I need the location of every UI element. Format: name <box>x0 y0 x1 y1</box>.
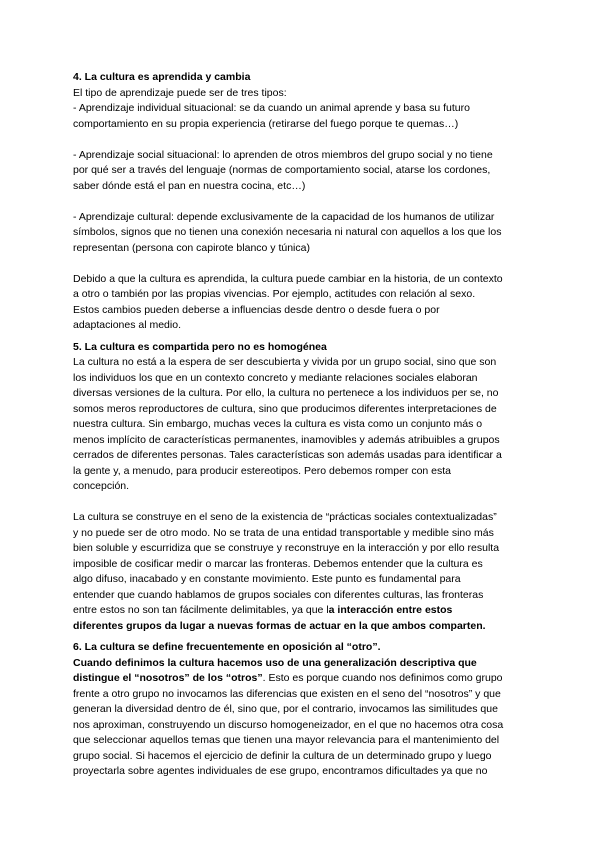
text-line: menos implícito de características permanentes, inamovibles y además atribuibles a grupos <box>73 433 500 446</box>
text-line: representan (persona con capirote blanco y túnica) <box>73 241 310 254</box>
section-4-intro: El tipo de aprendizaje puede ser de tres tipos: <box>73 86 287 99</box>
section-4-closing <box>73 272 520 334</box>
text-line <box>73 671 520 687</box>
text-line: La cultura se construye en el seno de la existencia de “prácticas sociales contextualizadas” <box>73 511 497 523</box>
text-line: la gente y, a menudo, para producir estereotipos. Pero debemos romper con esta <box>73 464 452 477</box>
text-line: - Aprendizaje cultural: depende exclusivamente de la capacidad de los humanos de utilizar <box>73 210 495 223</box>
text-line: - Aprendizaje social situacional: lo aprenden de otros miembros del grupo social y no tiene <box>73 148 493 161</box>
section-6-paragraph <box>73 656 520 780</box>
text-line: comportamiento en su propia experiencia (retirarse del fuego porque te quemas…) <box>73 117 459 130</box>
text-line: - Aprendizaje individual situacional: se da cuando un animal aprende y basa su futuro <box>73 102 470 114</box>
section-4-heading: 4. La cultura es aprendida y cambia <box>73 71 251 83</box>
section-4-item-1 <box>73 101 520 132</box>
text-line: bien soluble y escurridiza que se construye y reconstruye en la interacción y por ello resulta <box>73 542 500 554</box>
bold-fragment: a interacción entre estos <box>328 604 453 616</box>
section-4-item-2 <box>73 148 520 195</box>
text-line: los individuos los que en un contexto concreto y mediante relaciones sociales elaboran <box>73 371 478 384</box>
text-line: somos meros reproductores de cultura, sino que producimos diferentes interpretaciones de <box>73 402 497 415</box>
bold-line: diferentes grupos da lugar a nuevas formas de actuar en la que ambos comparten. <box>73 619 486 632</box>
text-line: a otro o también por las propias vivencias. Por ejemplo, actitudes con relación al sexo. <box>73 288 476 300</box>
text-line: Estos cambios pueden deberse a influencias desde dentro o desde fuera o por <box>73 303 440 316</box>
text-line: grupo social. Si hacemos el ejercicio de definir la cultura de un determinado grupo y luego <box>73 749 492 762</box>
section-5-paragraph-2 <box>73 510 520 634</box>
text-line: proyectarla sobre agentes individuales de ese grupo, encontramos dificultades ya que no <box>73 765 488 777</box>
text-line: diversas versiones de la cultura. Por ello, la cultura no pertenece a los individuos per se, no <box>73 387 499 399</box>
section-5-paragraph-1 <box>73 355 520 495</box>
bold-line: Cuando definimos la cultura hacemos uso de una generalización descriptiva que <box>73 656 477 669</box>
text-line: Debido a que la cultura es aprendida, la cultura puede cambiar en la historia, de un contexto <box>73 272 503 285</box>
text-line <box>73 603 520 619</box>
text-line: que seleccionar aquellos temas que tienen una mayor relevancia para el mantenimiento del <box>73 734 500 746</box>
text-line: nuestra cultura. Sin embargo, muchas veces la cultura es vista como un conjunto más o <box>73 418 483 430</box>
text-line: generan la diversidad dentro de él, sino que, por el contrario, invocamos las similitudes que <box>73 703 498 715</box>
text-line: frente a otro grupo no invocamos las diferencias que existen en el seno del “nosotros” y que <box>73 687 501 700</box>
text-line: concepción. <box>73 480 130 492</box>
section-5-heading: 5. La cultura es compartida pero no es homogénea <box>73 340 327 353</box>
text-line: y no puede ser de otro modo. No se trata de una entidad transportable y medible sino más <box>73 526 494 539</box>
text-line: algo difuso, inacabado y en constante movimiento. Este punto es fundamental para <box>73 573 461 585</box>
text-line: La cultura no está a la espera de ser descubierta y vivida por un grupo social, sino que son <box>73 356 497 368</box>
section-4-item-3 <box>73 210 520 257</box>
bold-fragment: distingue el “nosotros” de los “otros” <box>73 672 263 684</box>
text-line: saber dónde está el pan en nuestra cocina, etc…) <box>73 179 306 192</box>
text-line: símbolos, signos que no tienen una conexión necesaria ni natural con aquellos a los que los <box>73 226 502 238</box>
section-6-heading: 6. La cultura se define frecuentemente en oposición al “otro”. <box>73 641 381 653</box>
text-fragment: . Esto es porque cuando nos definimos como grupo <box>262 672 503 684</box>
text-line: adaptaciones al medio. <box>73 319 181 331</box>
text-line: por qué ser a través del lenguaje (normas de comportamiento social, atarse los cordones, <box>73 164 491 176</box>
text-line: cerrados de diferentes personas. Tales características son además usadas para identificar a <box>73 449 502 461</box>
text-fragment: entre estos no son tan fácilmente delimitables, ya que l <box>73 604 329 616</box>
text-line: imposible de cosificar medir o marcar las fronteras. Debemos entender que la cultura es <box>73 557 483 570</box>
text-line: entender que cuando hablamos de grupos sociales con diferentes culturas, las fronteras <box>73 588 484 601</box>
text-line: nos aproximan, construyendo un discurso homogeneizador, en el que no hacemos otra cosa <box>73 718 504 731</box>
